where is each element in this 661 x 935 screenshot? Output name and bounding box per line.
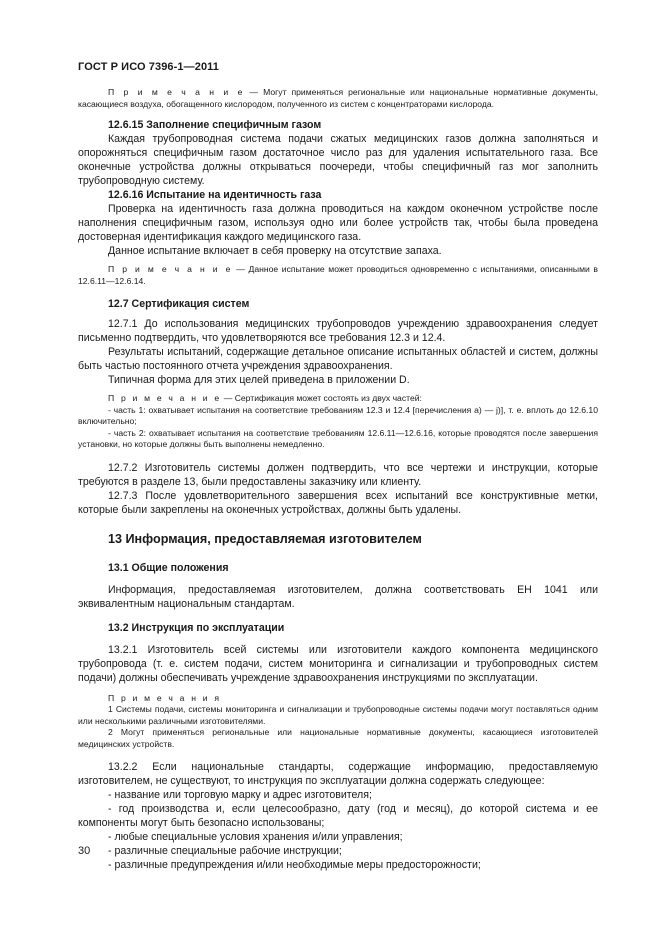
chapter-heading: 13 Информация, предоставляемая изготовителем bbox=[108, 531, 422, 546]
section-heading: 12.6.15 Заполнение специфичным газом bbox=[108, 119, 322, 131]
note-label: П р и м е ч а н и е bbox=[108, 87, 245, 97]
spacer bbox=[78, 547, 598, 561]
section-heading: 12.6.16 Испытание на идентичность газа bbox=[108, 189, 322, 201]
note-label: П р и м е ч а н и е bbox=[108, 393, 222, 403]
note-paragraph bbox=[78, 87, 598, 110]
body-paragraph: 13.2.2 Если национальные стандарты, содержащие информацию, предоставляемую изготовителем, не существуют, то инструкция по эксплуатации должна содержать следующее: bbox=[78, 761, 598, 787]
note-paragraph bbox=[78, 393, 598, 405]
spacer bbox=[78, 685, 598, 693]
body-paragraph: 12.7.2 Изготовитель системы должен подтвердить, что все чертежи и инструкции, которые требуются в разделе 13, были предоставлены заказчику или клиенту. bbox=[78, 461, 598, 488]
list-item: - различные предупреждения и/или необходимые меры предосторожности; bbox=[108, 859, 481, 871]
list-item: - любые специальные условия хранения и/или управления; bbox=[108, 831, 403, 843]
note-paragraph: 1 Системы подачи, системы мониторинга и сигнализации и трубопроводные системы подачи могут поставляться одним или несколькими различными изготовителями. bbox=[78, 704, 598, 726]
list-item: - год производства и, если целесообразно, дату (год и месяц), до которой система и ее компоненты могут быть безопасно использованы; bbox=[78, 803, 598, 829]
spacer bbox=[78, 575, 598, 583]
spacer bbox=[78, 750, 598, 760]
notes-label: П р и м е ч а н и я bbox=[108, 692, 222, 703]
note-text: — Данное испытание может проводиться одновременно с испытаниями, описанными в 12.6.11—12.6.14. bbox=[78, 264, 598, 286]
spacer bbox=[78, 517, 598, 531]
document-body bbox=[78, 87, 598, 872]
body-paragraph: Информация, предоставляемая изготовителем, должна соответствовать ЕН 1041 или эквивалентным национальным стандартам. bbox=[78, 583, 598, 610]
note-text: — Сертификация может состоять из двух частей: bbox=[221, 393, 422, 403]
body-paragraph: Типичная форма для этих целей приведена в приложении D. bbox=[108, 374, 410, 386]
section-heading: 12.7 Сертификация систем bbox=[108, 298, 250, 310]
spacer bbox=[78, 451, 598, 461]
body-paragraph: 13.2.1 Изготовитель всей системы или изготовители каждого компонента медицинского трубопровода (т. е. систем подачи, систем мониторинга и сигнализации и трубопроводных систем подачи) должны обеспечивать учреждение здравоохранения инструкциями по эксплуатации. bbox=[78, 643, 598, 684]
body-paragraph: Результаты испытаний, содержащие детальное описание испытанных областей и систем, должны быть частью постоянного отчета учреждения здравоохранения. bbox=[78, 346, 598, 372]
spacer bbox=[78, 635, 598, 643]
section-heading: 13.1 Общие положения bbox=[108, 561, 229, 574]
note-paragraph: - часть 2: охватывает испытания на соответствие требованиям 12.6.11—12.6.16, которые проводятся после завершения установки, но которые должны быть выполнены немедленно. bbox=[78, 427, 598, 449]
body-paragraph: Проверка на идентичность газа должна проводиться на каждом оконечном устройстве после наполнения специфичным газом, используя одно или более устройств так, чтобы была проведена достоверная идентификация каждого медицинского газа. bbox=[78, 203, 598, 243]
note-paragraph: 2 Могут применяться региональные или национальные нормативные документы, касающиеся изготовителей медицинских устройств. bbox=[78, 727, 598, 749]
list-item: - название или торговую марку и адрес изготовителя; bbox=[108, 789, 372, 801]
body-paragraph: 12.7.1 До использования медицинских трубопроводов учреждению здравоохранения следует письменно подтвердить, что удовлетворяются все требования 12.3 и 12.4. bbox=[78, 318, 598, 344]
body-paragraph: Каждая трубопроводная система подачи сжатых медицинских газов должна заполняться и опорожняться специфичным газом достаточное число раз для удаления испытательного газа. Все оконечные устройства должны открываться поочереди, чтобы специфичный газ мог заполнить трубопроводную систему. bbox=[78, 133, 598, 187]
page-number: 30 bbox=[78, 845, 91, 857]
body-paragraph: Данное испытание включает в себя проверку на отсутствие запаха. bbox=[108, 245, 442, 257]
note-paragraph bbox=[78, 264, 598, 287]
note-text: — Могут применяться региональные или национальные нормативные документы, касающиеся воздуха, обогащенного кислородом, полученного из систем с концентраторами кислорода. bbox=[78, 87, 598, 109]
spacer bbox=[78, 287, 598, 297]
list-item: - различные специальные рабочие инструкции; bbox=[108, 845, 342, 857]
note-label: П р и м е ч а н и е bbox=[108, 264, 233, 274]
spacer bbox=[78, 110, 598, 118]
spacer bbox=[78, 611, 598, 621]
note-paragraph: - часть 1: охватывает испытания на соответствие требованиям 12.3 и 12.4 [перечисления а) — j)], т. е. вплоть до 12.6.10 включительно; bbox=[78, 404, 598, 426]
section-heading: 13.2 Инструкция по эксплуатации bbox=[108, 621, 285, 634]
document-header: ГОСТ Р ИСО 7396-1—2011 bbox=[78, 61, 219, 73]
body-paragraph: 12.7.3 После удовлетворительного завершения всех испытаний все конструктивные метки, которые были закреплены на оконечных устройствах, должны быть удалены. bbox=[78, 489, 598, 516]
